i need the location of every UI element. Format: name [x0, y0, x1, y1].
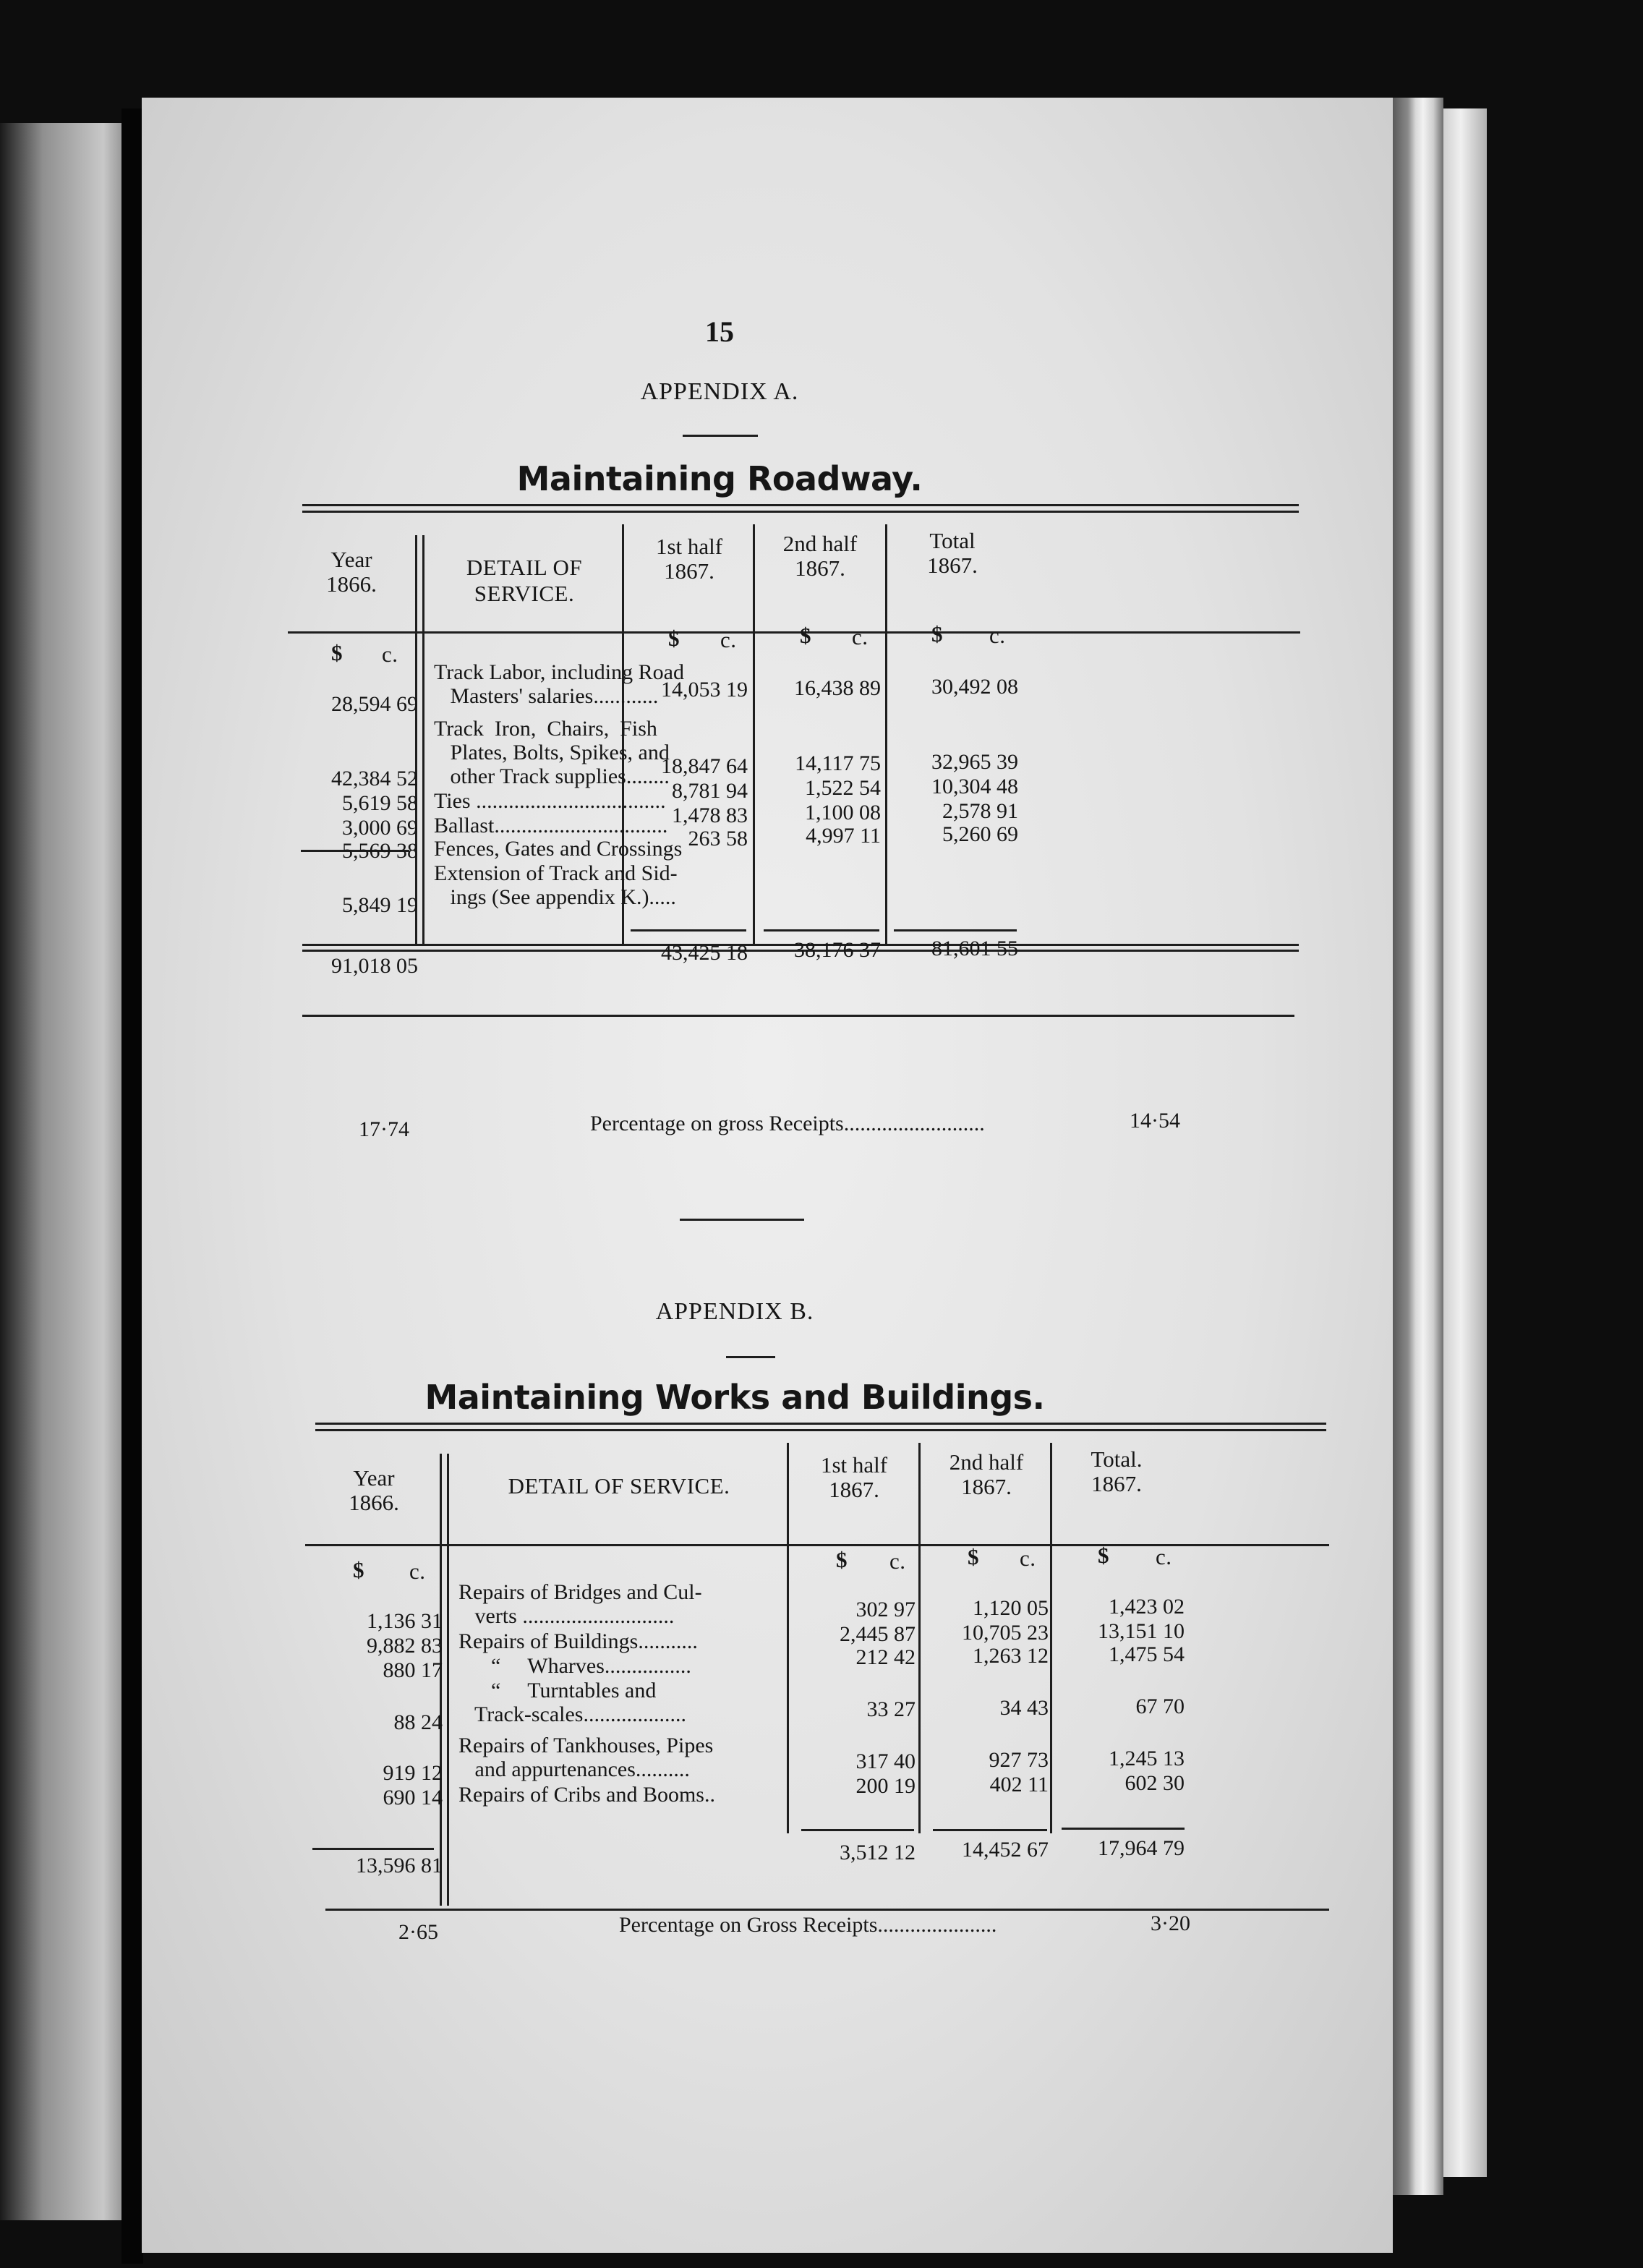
row-year-value: 3,000 69 [342, 816, 418, 840]
row-total-value: 30,492 08 [931, 675, 1018, 699]
row-year-value: 1,136 31 [367, 1609, 443, 1633]
dollar-sign: $ [331, 640, 343, 665]
row-year-value: 5,849 19 [342, 893, 418, 917]
dollar-sign: $ [968, 1544, 979, 1569]
row-detail: Repairs of Buildings........... [458, 1629, 698, 1653]
row-total-value: 32,965 39 [931, 750, 1018, 774]
divider [683, 435, 758, 437]
page-edge [1393, 98, 1443, 2195]
row-second-half-value: 1,100 08 [805, 801, 881, 824]
row-second-half-value: 1,120 05 [973, 1596, 1049, 1620]
appendix-b-label: APPENDIX B. [655, 1298, 814, 1325]
row-detail: Ballast................................ [434, 814, 668, 837]
row-total-value: 67 70 [1135, 1694, 1185, 1718]
total-second-half-value: 38,176 37 [794, 938, 881, 962]
percentage-label: Percentage on gross Receipts.......................... [590, 1112, 985, 1135]
percentage-value: 3·20 [1151, 1911, 1190, 1935]
row-first-half-value: 18,847 64 [661, 754, 748, 778]
total-second-half-value: 14,452 67 [962, 1838, 1049, 1862]
row-first-half-value: 33 27 [866, 1697, 916, 1721]
row-first-half-value: 14,053 19 [661, 678, 748, 702]
row-second-half-value: 16,438 89 [794, 676, 881, 700]
cent-sign: c. [409, 1559, 426, 1584]
total-first-half-value: 3,512 12 [840, 1841, 916, 1864]
total-year-value: 91,018 05 [331, 954, 418, 978]
dollar-sign: $ [800, 623, 811, 648]
row-second-half-value: 1,263 12 [973, 1644, 1049, 1668]
document-page [142, 98, 1393, 2253]
row-second-half-value: 34 43 [999, 1696, 1049, 1720]
row-year-value: 88 24 [393, 1710, 443, 1734]
row-total-value: 2,578 91 [942, 799, 1018, 823]
row-second-half-value: 14,117 75 [795, 751, 881, 775]
row-year-value: 42,384 52 [331, 767, 418, 790]
col-first-half-header: 1st half 1867. [820, 1452, 888, 1502]
row-second-half-value: 927 73 [989, 1748, 1049, 1772]
dollar-sign: $ [836, 1547, 848, 1572]
col-total-header: Total. 1867. [1091, 1446, 1143, 1496]
row-total-value: 10,304 48 [931, 775, 1018, 798]
row-detail: Repairs of Cribs and Booms.. [458, 1783, 715, 1807]
divider [680, 1219, 804, 1221]
row-total-value: 602 30 [1125, 1771, 1185, 1795]
row-second-half-value: 10,705 23 [962, 1621, 1049, 1645]
row-total-value: 1,475 54 [1109, 1642, 1185, 1666]
row-total-value: 1,423 02 [1109, 1595, 1185, 1619]
appendix-a-title: Maintaining Roadway. [516, 459, 923, 498]
cent-sign: c. [889, 1548, 906, 1574]
row-detail: Repairs of Tankhouses, Pipes and appurtenances.......... [458, 1734, 714, 1781]
row-year-value: 690 14 [383, 1786, 443, 1809]
row-total-value: 5,260 69 [942, 822, 1018, 846]
total-first-half-value: 43,425 18 [661, 941, 748, 965]
row-year-value: 5,569 38 [342, 839, 418, 863]
row-first-half-value: 2,445 87 [840, 1622, 916, 1646]
row-detail: Track Labor, including Road Masters' salaries............ [434, 660, 684, 708]
page-edge-stack [1443, 108, 1487, 2177]
col-year-header: Year 1866. [326, 547, 377, 597]
col-total-header: Total 1867. [927, 528, 978, 578]
row-detail: Ties ................................... [434, 789, 666, 813]
dollar-sign: $ [668, 626, 680, 651]
book-gutter [121, 108, 143, 2264]
row-year-value: 5,619 58 [342, 791, 418, 815]
percentage-year-value: 2·65 [398, 1920, 438, 1944]
col-second-half-header: 2nd half 1867. [949, 1449, 1024, 1499]
row-total-value: 1,245 13 [1109, 1747, 1185, 1770]
page-number: 15 [705, 315, 734, 348]
cent-sign: c. [1156, 1544, 1172, 1569]
percentage-value: 14·54 [1130, 1109, 1180, 1133]
col-first-half-header: 1st half 1867. [655, 534, 723, 584]
row-detail: “ Turntables and Track-scales................... [458, 1679, 686, 1726]
row-first-half-value: 200 19 [855, 1774, 916, 1798]
appendix-a-label: APPENDIX A. [640, 378, 799, 405]
col-second-half-header: 2nd half 1867. [782, 531, 858, 581]
dollar-sign: $ [353, 1557, 364, 1582]
row-first-half-value: 1,478 83 [672, 803, 748, 827]
cent-sign: c. [989, 623, 1006, 648]
row-second-half-value: 402 11 [989, 1773, 1049, 1796]
total-total-value: 81,601 55 [931, 937, 1018, 960]
row-year-value: 919 12 [383, 1761, 443, 1785]
row-first-half-value: 302 97 [855, 1598, 916, 1621]
row-detail: Extension of Track and Sid- ings (See appendix K.)..... [434, 861, 678, 909]
row-first-half-value: 263 58 [688, 827, 748, 850]
cent-sign: c. [852, 624, 869, 649]
row-second-half-value: 4,997 11 [806, 824, 881, 848]
row-first-half-value: 8,781 94 [672, 779, 748, 803]
dollar-sign: $ [1098, 1543, 1109, 1568]
divider [726, 1356, 775, 1358]
row-second-half-value: 1,522 54 [805, 776, 881, 800]
cent-sign: c. [382, 641, 398, 667]
col-year-header: Year 1866. [349, 1465, 399, 1515]
row-total-value: 13,151 10 [1098, 1619, 1185, 1643]
row-detail: Fences, Gates and Crossings [434, 837, 683, 861]
appendix-b-title: Maintaining Works and Buildings. [424, 1378, 1045, 1417]
adjacent-page [0, 123, 121, 2220]
percentage-label: Percentage on Gross Receipts...................... [619, 1913, 997, 1937]
total-year-value: 13,596 81 [356, 1854, 443, 1877]
row-detail: Track Iron, Chairs, Fish Plates, Bolts, Spikes, and other Track supplies........ [434, 717, 670, 788]
row-year-value: 880 17 [383, 1658, 443, 1682]
row-detail: Repairs of Bridges and Cul- verts ............................ [458, 1580, 702, 1628]
row-year-value: 28,594 69 [331, 692, 418, 716]
cent-sign: c. [720, 627, 737, 652]
cent-sign: c. [1020, 1546, 1036, 1571]
col-detail-header: DETAIL OF SERVICE. [466, 555, 583, 606]
col-detail-header: DETAIL OF SERVICE. [508, 1473, 730, 1498]
dollar-sign: $ [931, 621, 943, 647]
percentage-year-value: 17·74 [359, 1117, 409, 1141]
row-year-value: 9,882 83 [367, 1634, 443, 1658]
row-first-half-value: 317 40 [855, 1749, 916, 1773]
total-total-value: 17,964 79 [1098, 1836, 1185, 1860]
row-detail: “ Wharves................ [458, 1654, 691, 1678]
row-first-half-value: 212 42 [855, 1645, 916, 1669]
